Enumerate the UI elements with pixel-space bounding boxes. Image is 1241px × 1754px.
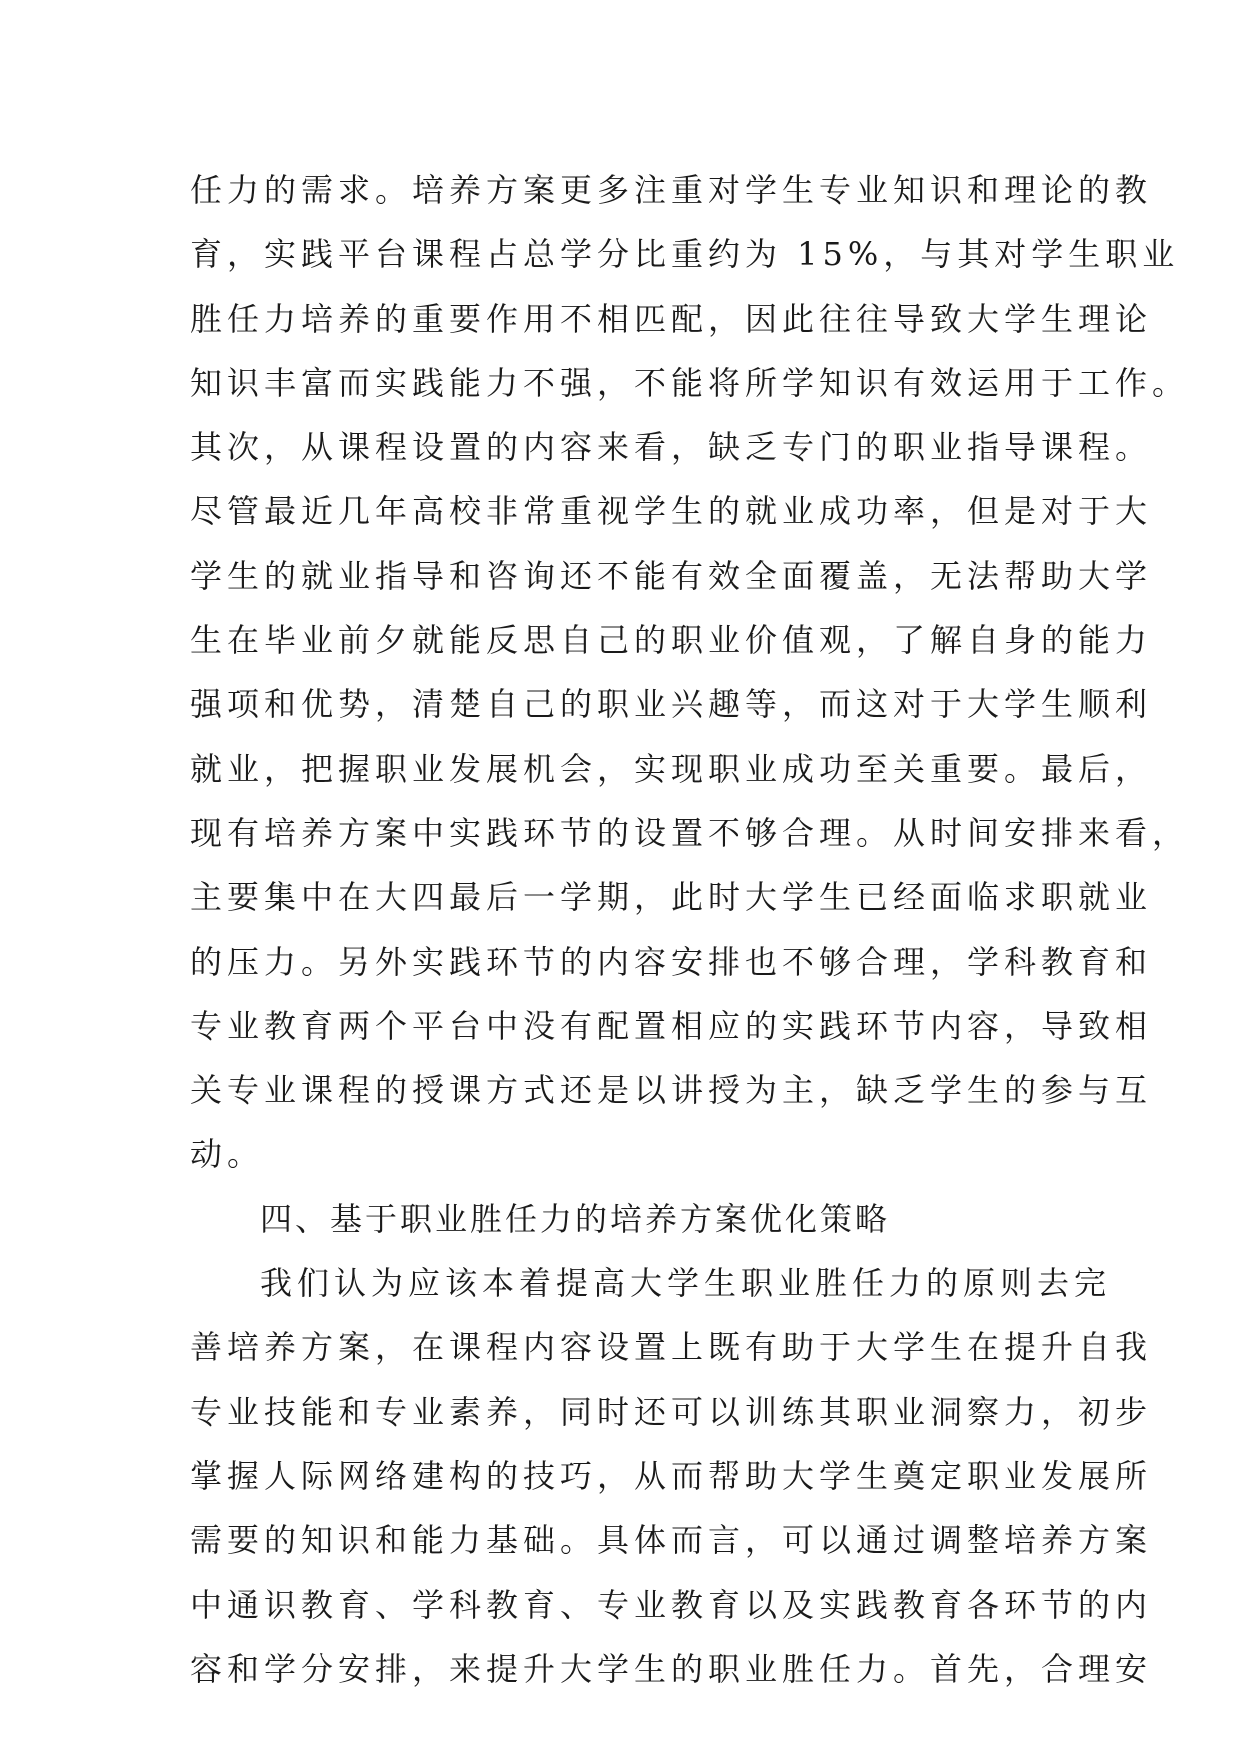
text-line: 我们认为应该本着提高大学生职业胜任力的原则去完 — [260, 1264, 1112, 1303]
text-line: 其次，从课程设置的内容来看，缺乏专门的职业指导课程。 — [190, 428, 1153, 467]
text-line: 善培养方案，在课程内容设置上既有助于大学生在提升自我 — [190, 1328, 1153, 1367]
text-line: 现有培养方案中实践环节的设置不够合理。从时间安排来看， — [190, 813, 1190, 852]
text-line: 专业技能和专业素养，同时还可以训练其职业洞察力，初步 — [190, 1392, 1153, 1431]
text-line: 尽管最近几年高校非常重视学生的就业成功率，但是对于大 — [190, 492, 1153, 531]
text-line: 知识丰富而实践能力不强，不能将所学知识有效运用于工作。 — [190, 363, 1190, 402]
text-line: 胜任力培养的重要作用不相匹配，因此往往导致大学生理论 — [190, 299, 1153, 338]
text-line: 生在毕业前夕就能反思自己的职业价值观，了解自身的能力 — [190, 621, 1153, 660]
text-line: 中通识教育、学科教育、专业教育以及实践教育各环节的内 — [190, 1585, 1153, 1624]
text-line: 任力的需求。培养方案更多注重对学生专业知识和理论的教 — [190, 171, 1153, 209]
text-line: 容和学分安排，来提升大学生的职业胜任力。首先，合理安 — [190, 1649, 1153, 1688]
text-line: 动。 — [190, 1135, 265, 1174]
body-text — [190, 158, 1190, 1701]
text-line: 就业，把握职业发展机会，实现职业成功至关重要。最后， — [190, 749, 1153, 788]
text-line: 主要集中在大四最后一学期，此时大学生已经面临求职就业 — [190, 878, 1153, 917]
text-line: 的压力。另外实践环节的内容安排也不够合理，学科教育和 — [190, 942, 1153, 981]
text-line: 专业教育两个平台中没有配置相应的实践环节内容，导致相 — [190, 1006, 1153, 1045]
text-line: 强项和优势，清楚自己的职业兴趣等，而这对于大学生顺利 — [190, 685, 1153, 724]
text-line: 关专业课程的授课方式还是以讲授为主，缺乏学生的参与互 — [190, 1071, 1153, 1110]
text-line: 育，实践平台课程占总学分比重约为 15%，与其对学生职业 — [190, 235, 1180, 274]
paragraph-1 — [190, 158, 1190, 1187]
section-heading: 四、基于职业胜任力的培养方案优化策略 — [260, 1199, 891, 1238]
text-line: 需要的知识和能力基础。具体而言，可以通过调整培养方案 — [190, 1521, 1153, 1560]
text-line: 学生的就业指导和咨询还不能有效全面覆盖，无法帮助大学 — [190, 556, 1153, 595]
paragraph-2 — [190, 1251, 1153, 1701]
text-line: 掌握人际网络建构的技巧，从而帮助大学生奠定职业发展所 — [190, 1456, 1153, 1495]
